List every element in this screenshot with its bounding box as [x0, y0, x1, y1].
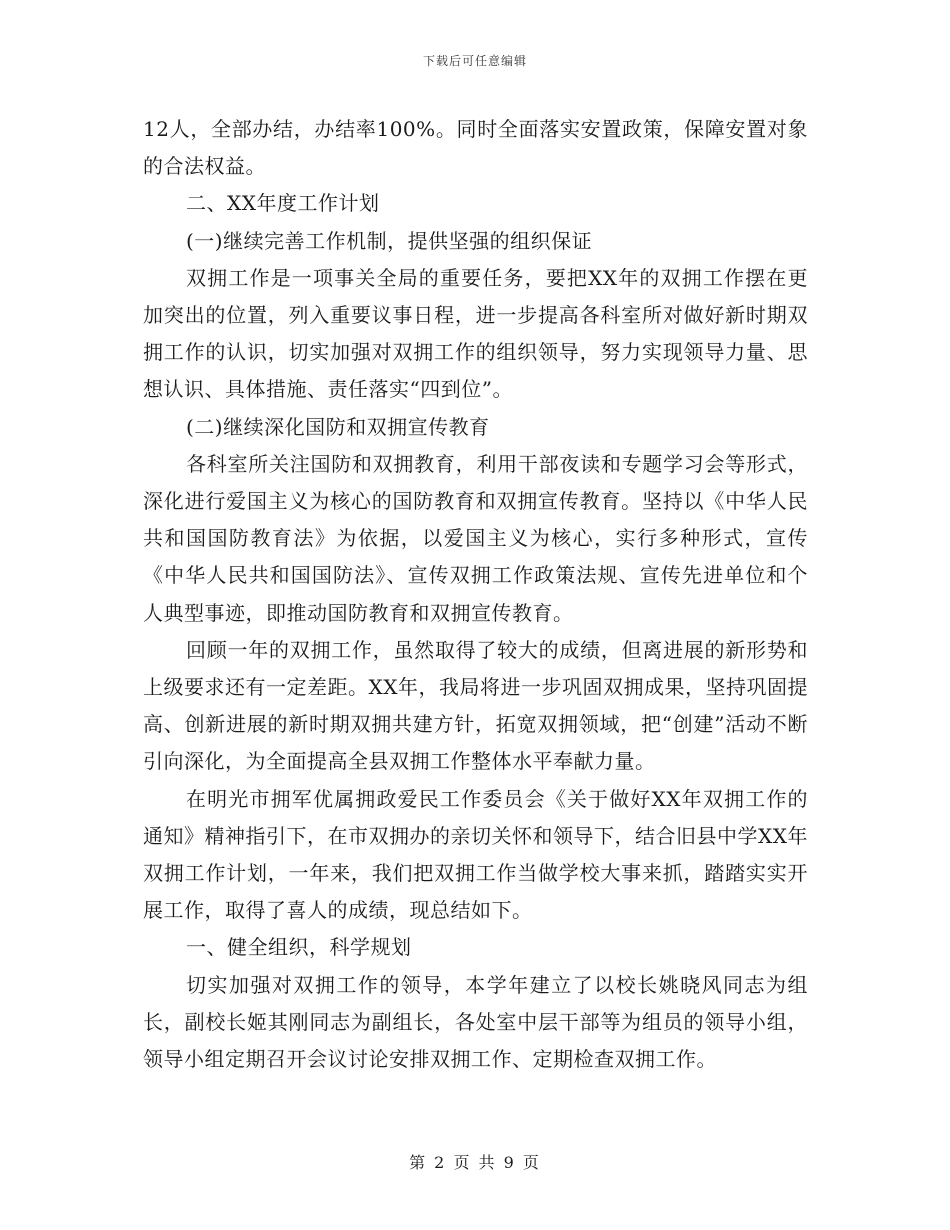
document-body — [143, 111, 808, 1078]
page-footer: 第 2 页 共 9 页 — [409, 1153, 541, 1172]
paragraph-education: 各科室所关注国防和双拥教育，利用干部夜读和专题学习会等形式，深化进行爱国主义为核心的国防教育和双拥宣传教育。坚持以《中华人民共和国国防教育法》为依据，以爱国主义为核心，实行多种形式，宣传《中华人民共和国国防法》、宣传双拥工作政策法规、宣传先进单位和个人典型事迹，即推动国防教育和双拥宣传教育。 — [143, 451, 808, 625]
page-header: 下载后可任意编辑 — [422, 54, 527, 68]
paragraph-continuation: 12人，全部办结，办结率100%。同时全面落实安置政策，保障安置对象的合法权益。 — [143, 117, 808, 179]
paragraph-summary-intro: 在明光市拥军优属拥政爱民工作委员会《关于做好XX年双拥工作的通知》精神指引下，在市双拥办的亲切关怀和领导下，结合旧县中学XX年双拥工作计划，一年来，我们把双拥工作当做学校大事来抓，踏踏实实开展工作，取得了喜人的成绩，现总结如下。 — [143, 786, 808, 923]
subsection-heading-mechanism: (一)继续完善工作机制，提供坚强的组织保证 — [186, 228, 593, 253]
paragraph-review: 回顾一年的双拥工作，虽然取得了较大的成绩，但离进展的新形势和上级要求还有一定差距。XX年，我局将进一步巩固双拥成果，坚持巩固提高、创新进展的新时期双拥共建方针，拓宽双拥领域，把“创建”活动不断引向深化，为全面提高全县双拥工作整体水平奉献力量。 — [143, 637, 808, 774]
section-heading-plan: 二、XX年度工作计划 — [186, 191, 380, 216]
section-heading-organization: 一、健全组织，科学规划 — [186, 935, 412, 960]
paragraph-mechanism: 双拥工作是一项事关全局的重要任务，要把XX年的双拥工作摆在更加突出的位置，列入重要议事日程，进一步提高各科室所对做好新时期双拥工作的认识，切实加强对双拥工作的组织领导，努力实现领导力量、思想认识、具体措施、责任落实“四到位”。 — [143, 265, 808, 402]
paragraph-organization: 切实加强对双拥工作的领导，本学年建立了以校长姚晓风同志为组长，副校长姬其刚同志为副组长，各处室中层干部等为组员的领导小组，领导小组定期召开会议讨论安排双拥工作、定期检查双拥工作。 — [143, 972, 808, 1072]
subsection-heading-education: (二)继续深化国防和双拥宣传教育 — [186, 414, 490, 439]
